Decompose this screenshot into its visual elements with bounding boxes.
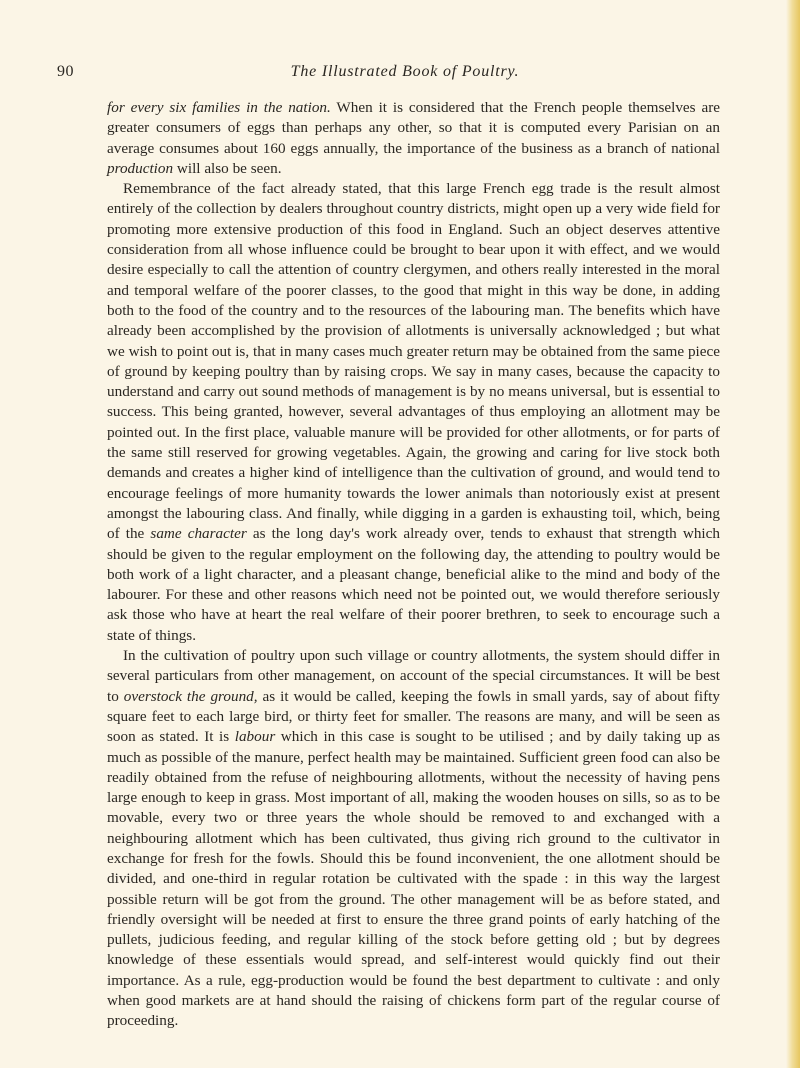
italic-text-run: for every six families in the nation. bbox=[107, 99, 331, 116]
text-run: as the long day's work already over, tends to exhaust that strength which should be given to the regular employment on the following day, the attending to poultry would be both work of a light character, and a pleasant change, beneficial alike to the mind and body of the labourer. For these and other reasons which need not be pointed out, we would therefore seriously ask those who have at heart the real welfare of their poorer brethren, to seek to encourage such a state of things. bbox=[107, 525, 720, 644]
paragraph-3 bbox=[107, 646, 720, 1032]
paragraph-2 bbox=[107, 179, 720, 646]
italic-text-run: labour bbox=[234, 728, 276, 746]
text-run: In the cultivation of poultry upon such village or country allotments, the system should differ in several particulars from other management, on account of the special circumstances. It will be best to bbox=[107, 647, 720, 705]
italic-text-run: overstock the ground, bbox=[123, 687, 258, 705]
text-run: which in this case is sought to be utilised ; and by daily taking up as much as possible of the manure, perfect health may be maintained. Sufficient green food can also be readily obtained from the refuse of neighbouring allotments, without the necessity of having pens large enough to keep in grass. Most important of all, making the wooden houses on sills, so as to be movable, every two or three years the whole should be removed to and exchanged with a neighbouring allotment which has been cultivated, thus giving rich ground to the cultivator in exchange for fresh for the fowls. Should this be found inconvenient, the one allotment should be divided, and one-third in regular rotation be cultivated with the spade : in this way the largest possible return will be got from the ground. The other management will be as before stated, and friendly oversight will be needed at first to ensure the three grand points of early hatching of the pullets, judicious feeding, and regular killing of the stock before getting old ; but by degrees knowledge of these essentials would spread, and self-interest would quickly find out their importance. As a rule, egg-production would be found the best department to cultivate : and only when good markets are at hand should the raising of chickens form part of the regular course of proceeding. bbox=[107, 728, 720, 1030]
paragraph-1 bbox=[107, 98, 720, 179]
italic-text-run: same character bbox=[150, 525, 247, 543]
text-run: will also be seen. bbox=[173, 159, 282, 177]
page-number: 90 bbox=[57, 63, 74, 80]
text-run: as it would be called, keeping the fowls in small yards, say of about fifty square feet to each large bird, or thirty feet for smaller. The reasons are many, and will be seen as soon as stated. It is bbox=[107, 687, 720, 746]
page-edge bbox=[786, 0, 800, 1068]
italic-text-run: production bbox=[107, 159, 174, 177]
running-title: The Illustrated Book of Poultry. bbox=[290, 63, 520, 80]
text-run: Remembrance of the fact already stated, that this large French egg trade is the result almost entirely of the collection by dealers throughout country districts, might open up a very wide field for promoting more extensive production of this food in England. Such an object deserves attentive consideration from all whose influence could be brought to bear upon it with effect, and we would desire especially to call the attention of country clergymen, and others really interested in the moral and temporal welfare of the poorer classes, to the good that might in this way be done, in adding both to the food of the country and to the resources of the labouring man. The benefits which have already been accomplished by the provision of allotments is universally acknowledged ; but what we wish to point out is, that in many cases much greater return may be obtained from the same piece of ground by keeping poultry than by raising crops. We say in many cases, because the capacity to understand and carry out sound methods of management is by no means universal, but is essential to success. This being granted, however, several advantages of thus employing an allotment may be pointed out. In the first place, valuable manure will be provided for other allotments, or for parts of the same still reserved for growing vegetables. Again, the growing and caring for live stock both demands and creates a higher kind of intelligence than the cultivation of ground, and would tend to encourage feelings of more humanity towards the lower animals than notoriously exist at present amongst the labouring class. And finally, while digging in a garden is exhausting toil, which, being of the bbox=[107, 180, 720, 543]
text-run: When it is considered that the French people themselves are greater consumers of eggs than perhaps any other, so that it is computed every Parisian on an average consumes about 160 eggs annually, the importance of the business as a branch of national bbox=[107, 99, 720, 157]
running-head bbox=[57, 63, 717, 89]
body-text bbox=[107, 98, 720, 1032]
